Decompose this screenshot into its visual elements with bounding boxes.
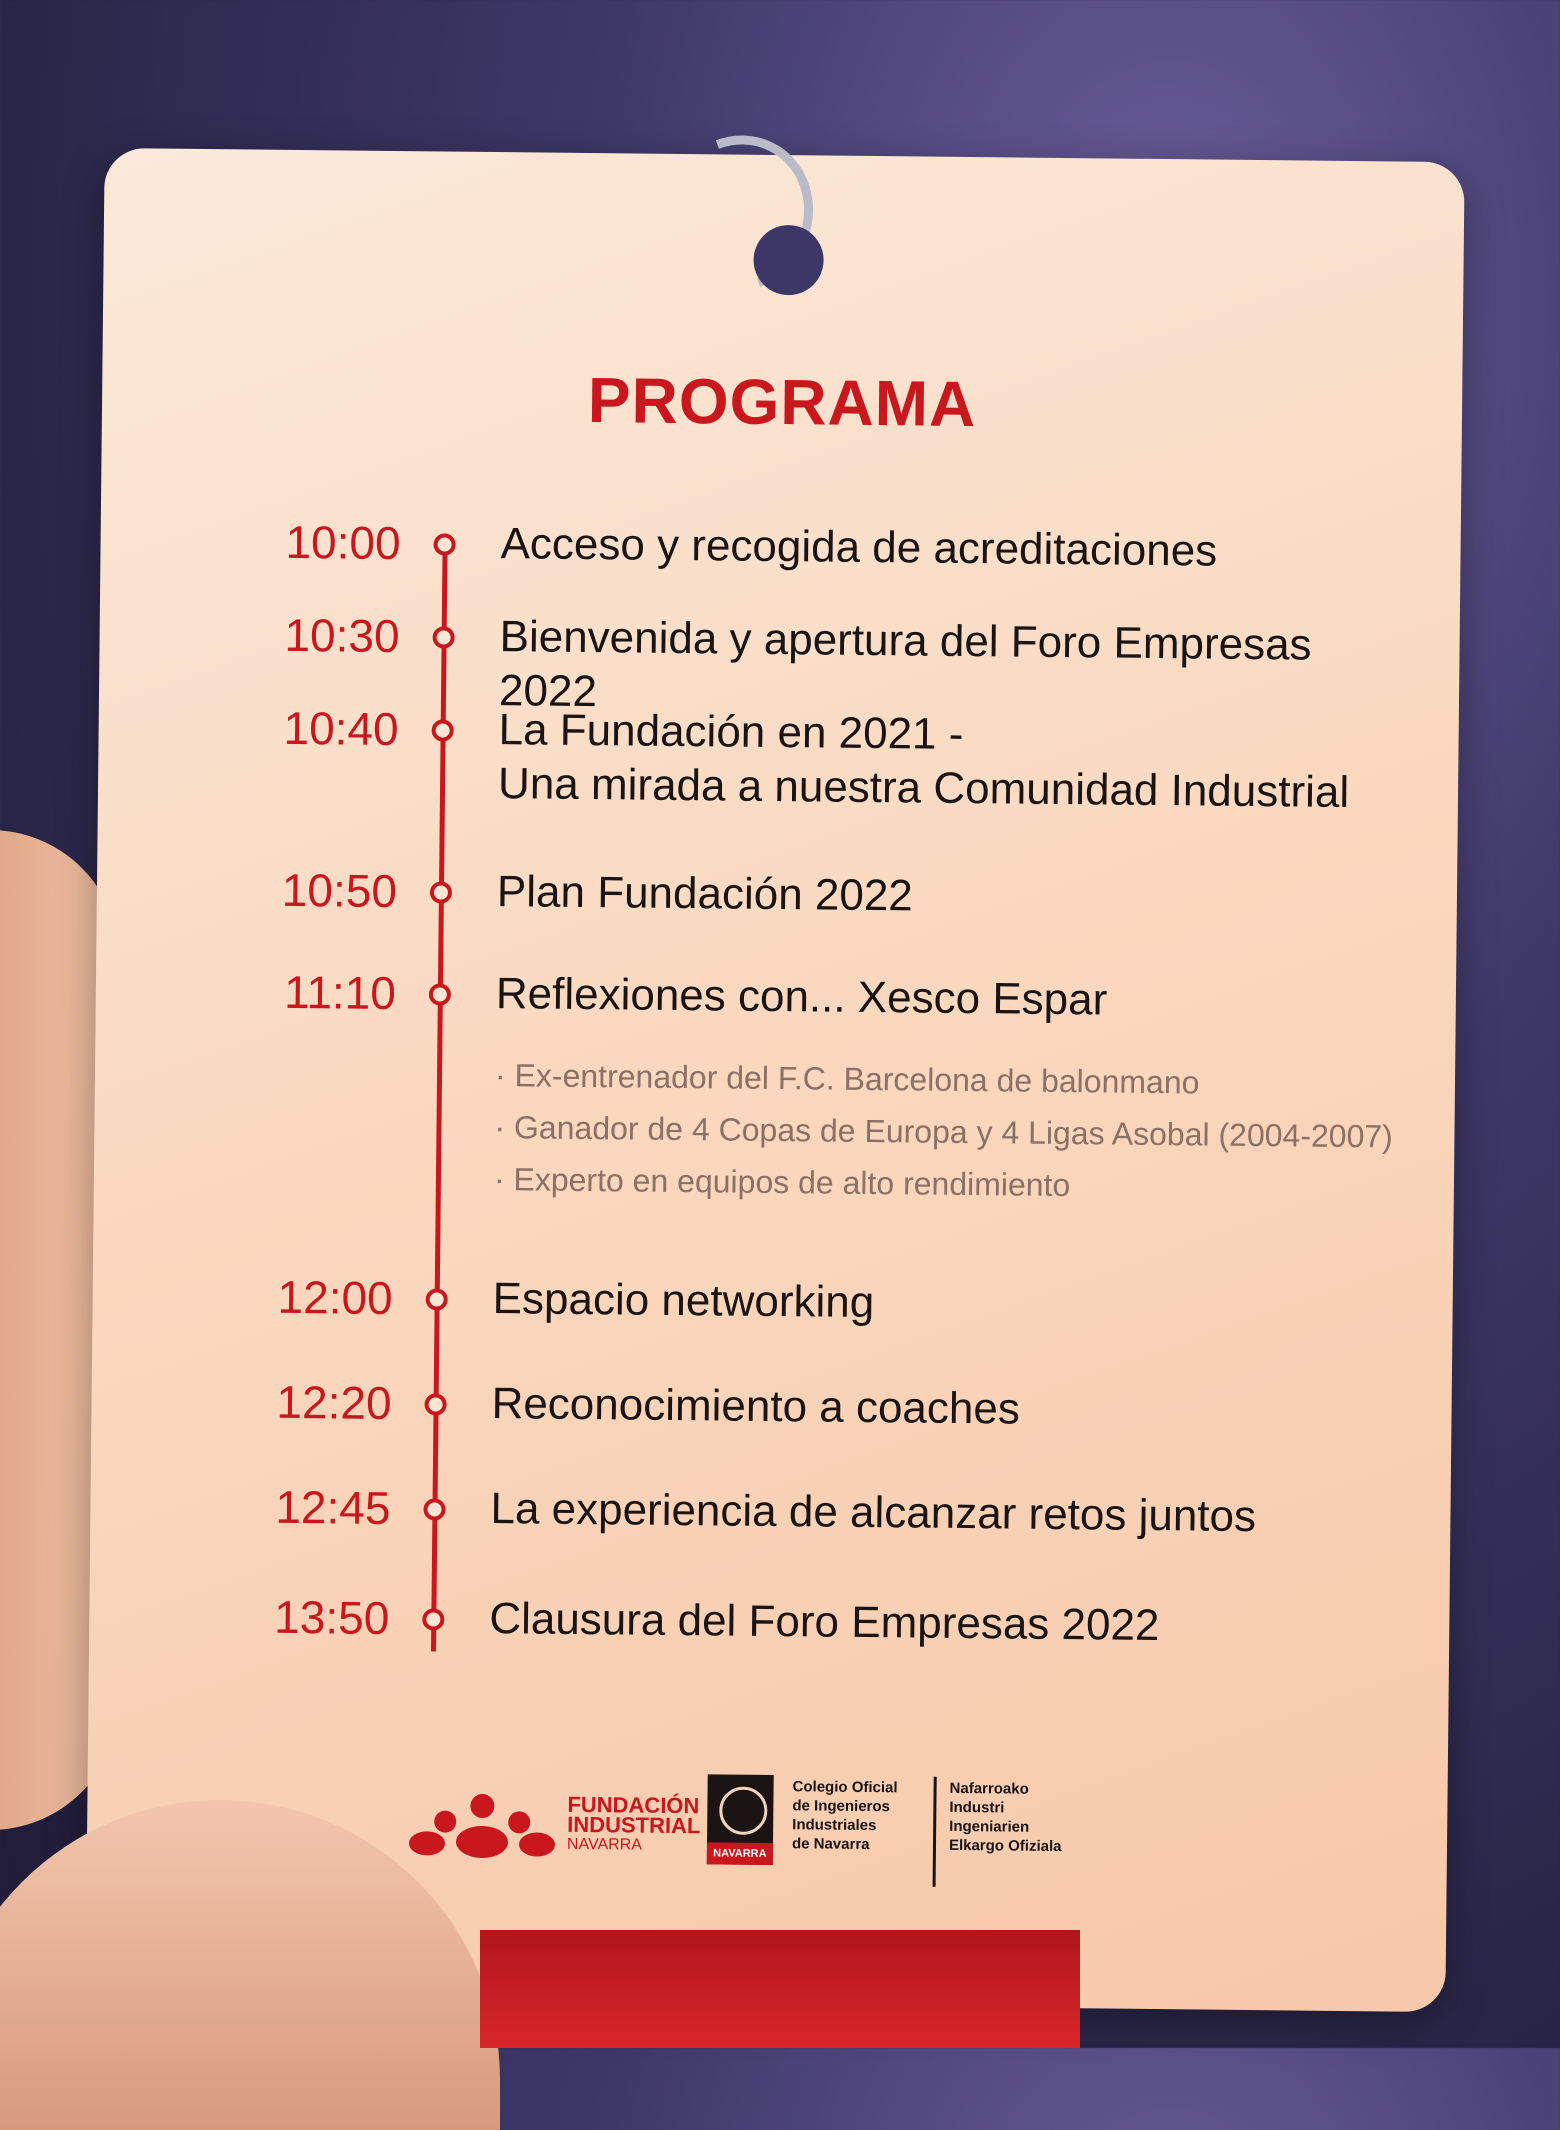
fundacion-name	[566, 1791, 701, 1856]
card-hole	[753, 225, 824, 296]
schedule-label: Plan Fundación 2022	[496, 867, 914, 921]
schedule-label: Acceso y recogida de acreditaciones	[500, 519, 1218, 576]
colegio-crest-icon	[707, 1774, 774, 1865]
speaker-detail: · Ganador de 4 Copas de Europa y 4 Ligas Asobal (2004-2007)	[494, 1109, 1394, 1155]
timeline-dot	[433, 533, 455, 555]
timeline-dot	[432, 719, 454, 741]
schedule-time: 13:50	[273, 1590, 390, 1644]
schedule-item	[92, 1373, 1452, 1434]
schedule-label-line: Una mirada a nuestra Comunidad Industrial	[497, 759, 1350, 817]
schedule-item	[96, 963, 1456, 1204]
timeline-dot	[433, 626, 455, 648]
schedule-time: 11:10	[283, 965, 397, 1020]
schedule-label: Reflexiones con... Xesco Espar	[495, 969, 1108, 1025]
colegio-name	[792, 1777, 898, 1854]
timeline-line	[431, 541, 448, 1651]
schedule-label: Espacio networking	[492, 1274, 875, 1328]
timeline-dot	[426, 1288, 448, 1310]
timeline-dot	[422, 1608, 444, 1630]
schedule-time: 12:45	[275, 1480, 391, 1534]
speaker-detail: · Ex-entrenador del F.C. Barcelona de balonmano	[494, 1057, 1200, 1101]
schedule-label: Bienvenida y apertura del Foro Empresas 2022	[498, 612, 1312, 717]
fundacion-line: FUNDACIÓN	[567, 1791, 700, 1819]
colegio-name-basque	[949, 1779, 1062, 1856]
schedule-label: Reconocimiento a coaches	[491, 1379, 1021, 1434]
basque-line: Ingeniarien	[949, 1817, 1030, 1836]
logo-divider	[933, 1777, 937, 1887]
program-card	[85, 148, 1464, 2012]
schedule-time: 10:30	[284, 608, 400, 663]
schedule-time: 10:40	[283, 701, 399, 756]
schedule-item	[93, 1268, 1453, 1328]
red-lanyard	[480, 1930, 1080, 2048]
timeline-dot	[429, 983, 451, 1005]
schedule-label	[498, 703, 1399, 820]
schedule-time: 12:20	[276, 1375, 392, 1430]
timeline-dot	[423, 1498, 445, 1520]
timeline-dot	[424, 1393, 446, 1415]
fundacion-logo-icon	[407, 1791, 558, 1873]
speaker-details	[494, 1049, 1396, 1214]
basque-line: Industri	[949, 1798, 1005, 1817]
schedule-time: 12:00	[277, 1270, 393, 1325]
colegio-line: de Ingenieros	[792, 1797, 891, 1816]
program-title: PROGRAMA	[587, 364, 977, 441]
schedule-item	[91, 1478, 1451, 1542]
fundacion-line: INDUSTRIAL	[567, 1811, 701, 1839]
colegio-line: Industriales	[792, 1816, 877, 1835]
fundacion-line: NAVARRA	[566, 1835, 643, 1854]
schedule-item	[90, 1588, 1450, 1651]
schedule-item	[100, 606, 1460, 717]
schedule-time: 10:00	[285, 515, 401, 570]
timeline-dot	[430, 881, 452, 903]
basque-line: Nafarroako	[949, 1779, 1029, 1798]
schedule-label-line: La Fundación en 2021 -	[498, 705, 964, 759]
colegio-line: de Navarra	[791, 1835, 870, 1854]
schedule-item	[101, 513, 1461, 576]
speaker-detail: · Experto en equipos de alto rendimiento	[493, 1161, 1071, 1204]
schedule-time: 10:50	[281, 863, 398, 918]
crest-emblem	[719, 1786, 768, 1835]
schedule-label: La experiencia de alcanzar retos juntos	[490, 1484, 1257, 1542]
basque-line: Elkargo Ofiziala	[948, 1836, 1062, 1856]
schedule-label: Clausura del Foro Empresas 2022	[489, 1594, 1160, 1651]
crest-badge: NAVARRA	[707, 1842, 773, 1865]
colegio-line: Colegio Oficial	[792, 1778, 898, 1797]
schedule-item	[97, 861, 1457, 921]
